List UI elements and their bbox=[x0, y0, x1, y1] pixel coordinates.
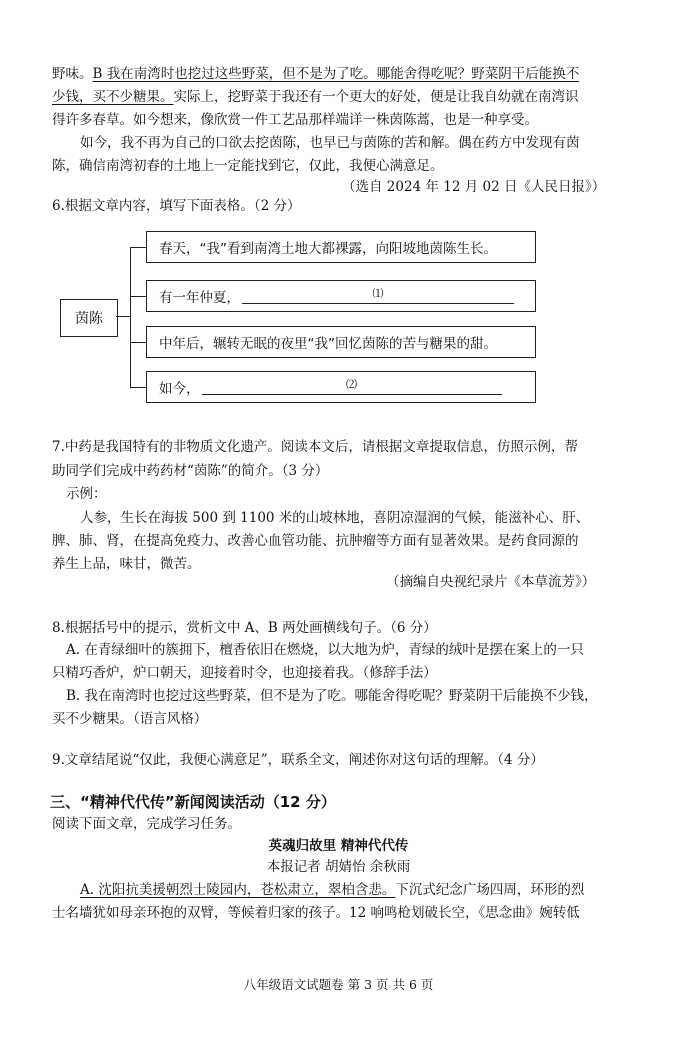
connector-line bbox=[130, 247, 146, 248]
connector-line bbox=[130, 247, 131, 387]
article-title: 英魂归故里 精神代代传 bbox=[268, 838, 409, 854]
passage-line-1 bbox=[52, 64, 579, 84]
page-footer: 八年级语文试题卷 第 3 页 共 6 页 bbox=[243, 977, 434, 992]
blank-number: ⑵ bbox=[346, 377, 357, 391]
underlined-sentence-b: B 我在南湾时也挖过这些野菜，但不是为了吃。哪能舍得吃呢？野菜阴干后能换不 bbox=[92, 66, 580, 82]
passage-source: （选自 2024 年 12 月 02 日《人民日报》） bbox=[342, 179, 606, 195]
branch-text: 春天，“我”看到南湾土地大都裸露，向阳坡地茵陈生长。 bbox=[159, 241, 497, 257]
article-paragraph-line-2: 士名墙犹如母亲环抱的双臂，等候着归家的孩子。12 响鸣枪划破长空，《思念曲》婉转低 bbox=[52, 905, 580, 921]
diagram-branch-now bbox=[146, 371, 536, 403]
q7-example-line-3: 养生上品，味甘，微苦。 bbox=[52, 556, 201, 572]
article-byline: 本报记者 胡婧怡 余秋雨 bbox=[266, 859, 411, 875]
q7-example-label: 示例： bbox=[66, 486, 107, 502]
q7-line-2: 助同学们完成中药药材“茵陈”的简介。（3 分） bbox=[52, 463, 329, 479]
q8-b-line-1: B. 我在南湾时也挖过这些野菜，但不是为了吃。哪能舍得吃呢？野菜阴干后能换不少钱， bbox=[66, 688, 598, 704]
blank-number: ⑴ bbox=[372, 286, 384, 300]
connector-line bbox=[116, 316, 130, 317]
passage-line-4: 如今，我不再为自己的口欲去挖茵陈，也早已与茵陈的苦和解。偶在药方中发现有茵 bbox=[80, 135, 580, 151]
diagram-root-yinchen: 茵陈 bbox=[60, 299, 118, 337]
connector-line bbox=[130, 342, 146, 343]
branch-text: 如今， bbox=[159, 381, 200, 397]
q6-prompt: 6.根据文章内容，填写下面表格。（2 分） bbox=[52, 198, 301, 214]
q7-example-source: （摘编自央视纪录片《本草流芳》） bbox=[386, 574, 596, 590]
q8-a-line-2: 只精巧香炉，炉口朝天，迎接着时令，也迎接着我。（修辞手法） bbox=[52, 665, 437, 681]
diagram-branch-middle-age bbox=[146, 326, 536, 358]
q8-a-line-1: A. 在青绿细叶的簇拥下，檀香依旧在燃烧，以大地为炉，青绿的绒叶是摆在案上的一只 bbox=[66, 642, 584, 658]
branch-text: 中年后，辗转无眠的夜里“我”回忆茵陈的苦与糖果的甜。 bbox=[159, 336, 497, 352]
section-3-instruction: 阅读下面文章，完成学习任务。 bbox=[52, 816, 241, 832]
connector-line bbox=[130, 387, 146, 388]
q7-example-line-1: 人参，生长在海拔 500 到 1100 米的山坡林地，喜阴凉湿润的气候，能滋补心、肝、 bbox=[80, 510, 590, 526]
passage-line-2 bbox=[52, 87, 579, 107]
diagram-branch-summer bbox=[146, 280, 536, 312]
q8-b-line-2: 买不少糖果。（语言风格） bbox=[52, 711, 208, 727]
q9-prompt: 9.文章结尾说“仅此，我便心满意足”，联系全文，阐述你对这句话的理解。（4 分） bbox=[52, 752, 544, 768]
section-3-title: 三、“精神代代传”新闻阅读活动（12 分） bbox=[50, 793, 336, 811]
passage-line-3: 得许多春草。如今想来，像欣赏一件工艺品那样端详一株茵陈蒿，也是一种享受。 bbox=[52, 112, 538, 128]
passage-text: 野味。 bbox=[52, 66, 93, 82]
article-paragraph-line-1 bbox=[80, 880, 584, 900]
connector-line bbox=[130, 296, 146, 297]
passage-text: 实际上，挖野菜于我还有一个更大的好处，便是让我自幼就在南湾识 bbox=[173, 89, 579, 105]
underlined-sentence-a: A. 沈阳抗美援朝烈士陵园内，苍松肃立，翠柏含悲。 bbox=[80, 882, 396, 898]
passage-line-5: 陈，确信南湾初春的土地上一定能找到它，仅此，我便心满意足。 bbox=[52, 158, 444, 174]
q8-prompt: 8.根据括号中的提示，赏析文中 A、B 两处画横线句子。（6 分） bbox=[52, 620, 437, 636]
article-text: 下沉式纪念广场四周，环形的烈 bbox=[395, 882, 585, 898]
answer-blank-1[interactable] bbox=[242, 286, 514, 304]
branch-text: 有一年仲夏， bbox=[159, 290, 240, 306]
answer-blank-2[interactable] bbox=[202, 377, 502, 395]
diagram-branch-spring bbox=[146, 231, 536, 263]
underlined-sentence-b-end: 少钱，买不少糖果。 bbox=[52, 89, 174, 105]
q7-example-line-2: 脾、肺、肾，在提高免疫力、改善心血管功能、抗肿瘤等方面有显著效果。是药食同源的 bbox=[52, 533, 579, 549]
q7-line-1: 7.中药是我国特有的非物质文化遗产。阅读本文后，请根据文章提取信息，仿照示例，帮 bbox=[52, 439, 578, 455]
